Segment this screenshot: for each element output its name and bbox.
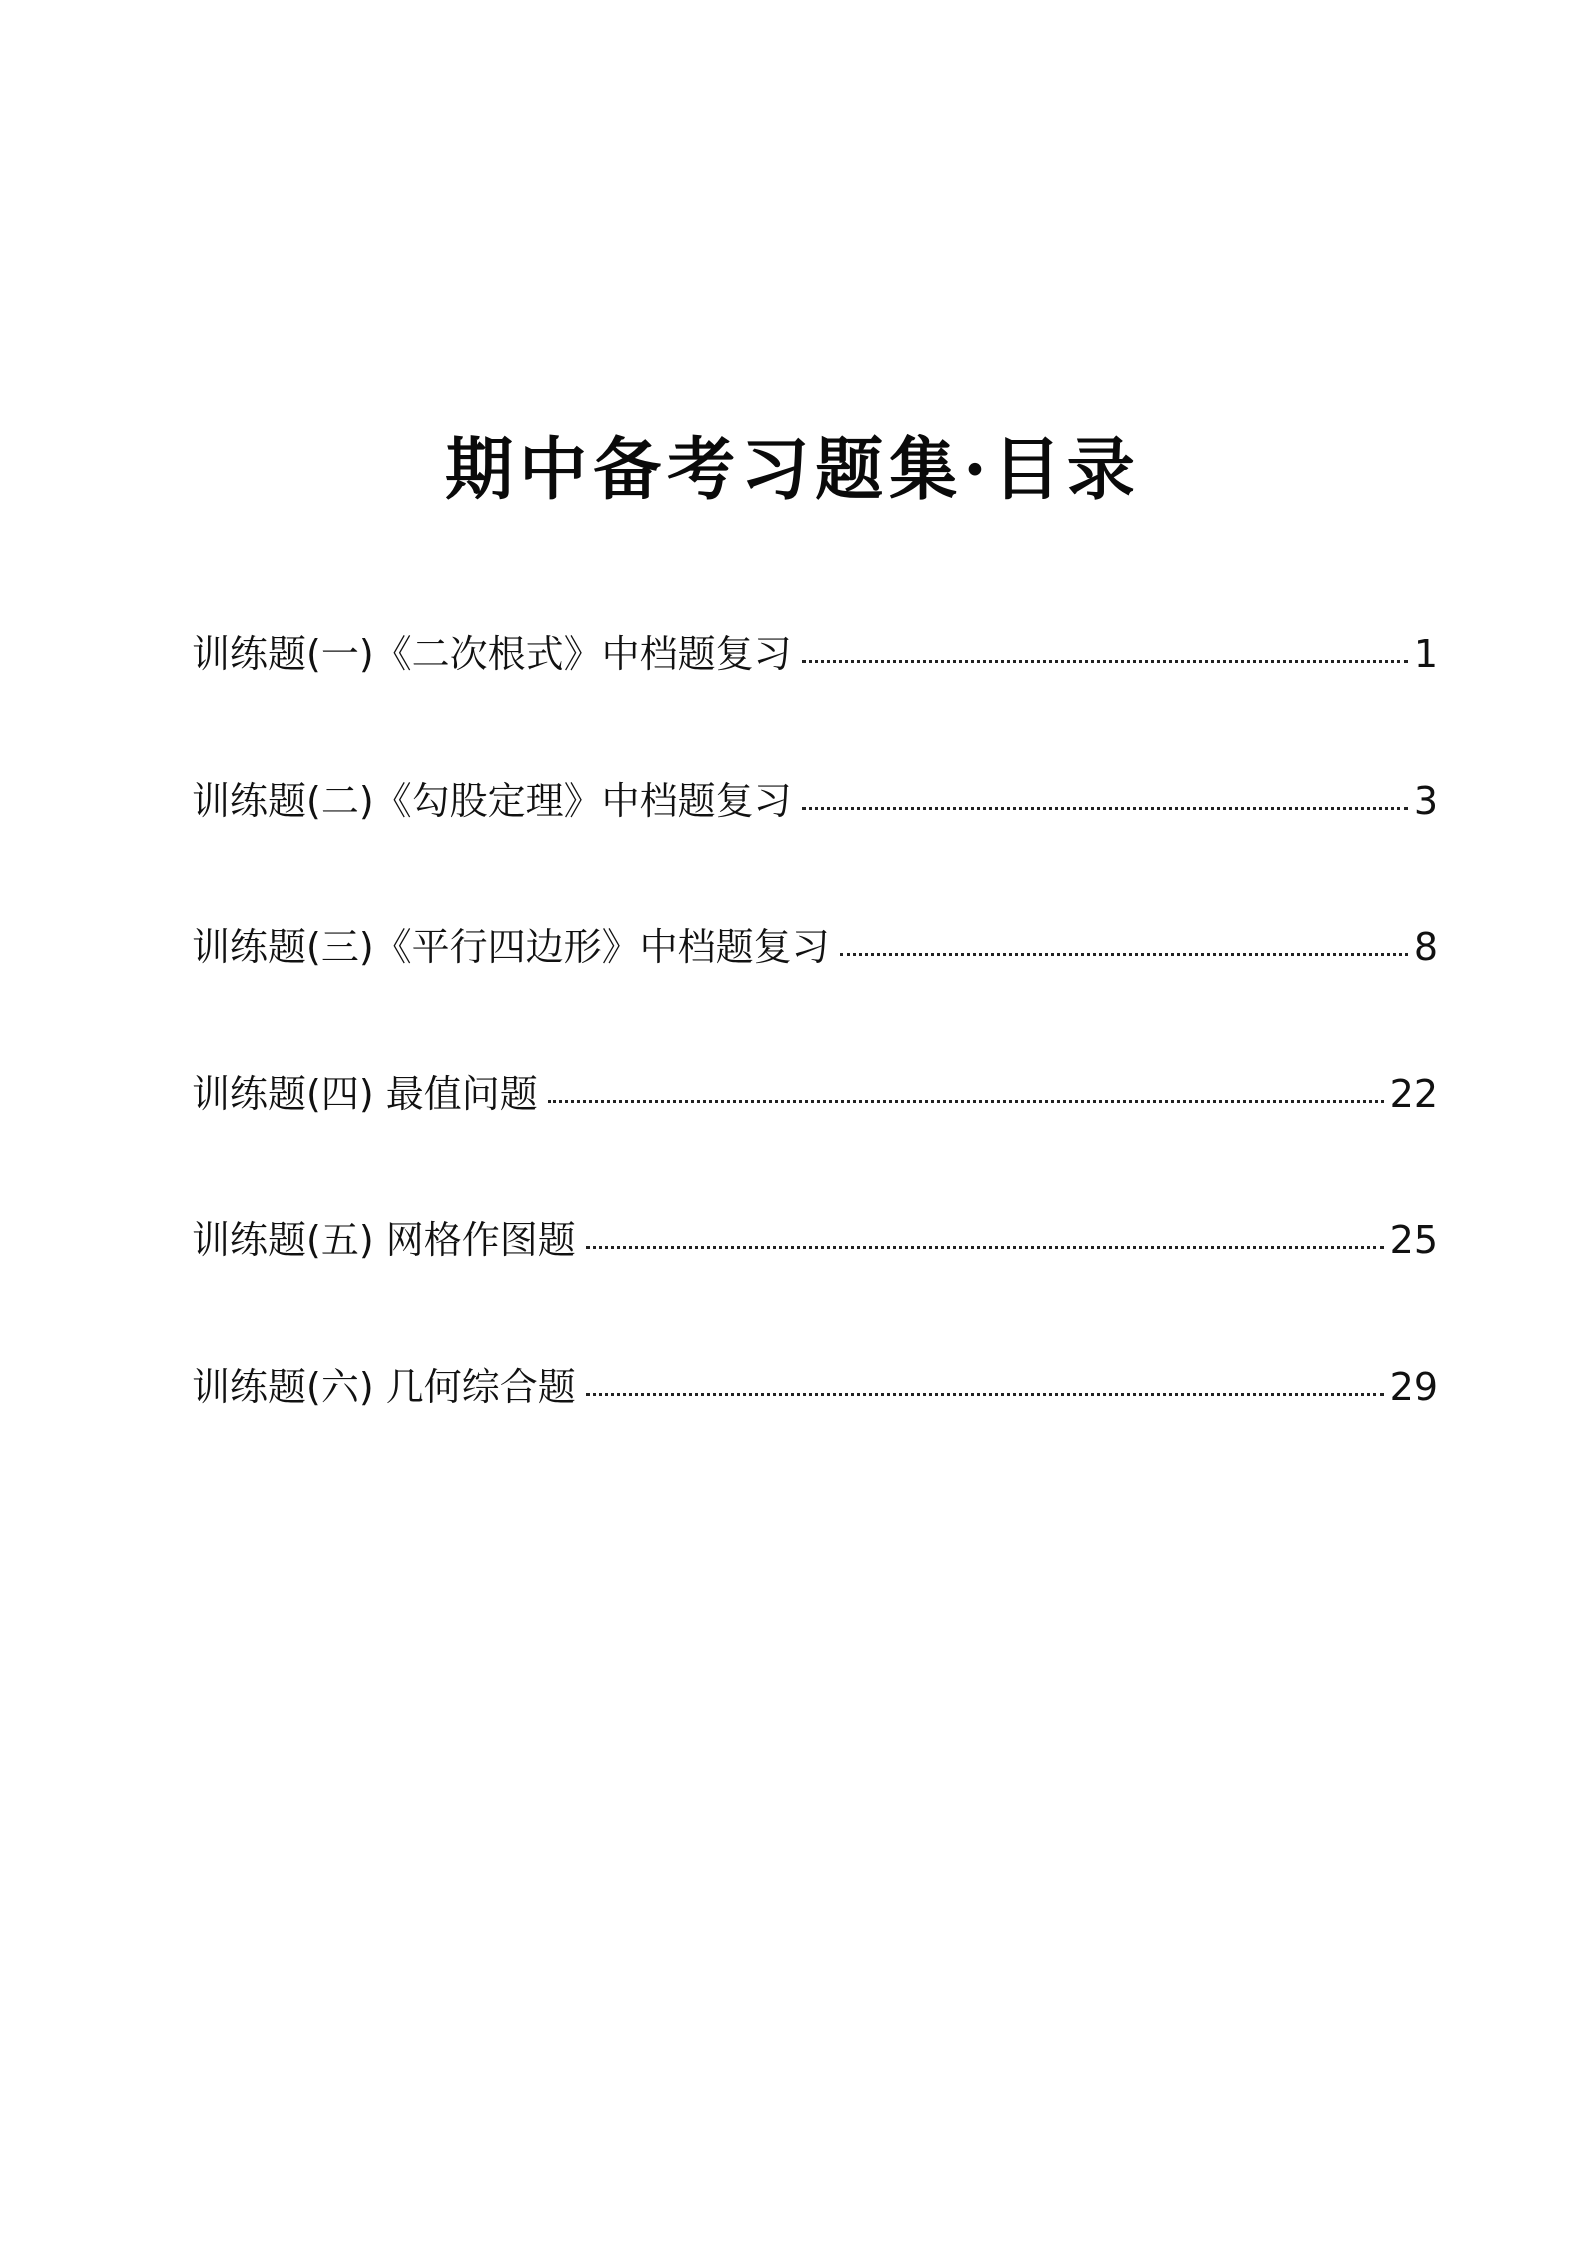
toc-entry[interactable]: [192, 1211, 1438, 1358]
page-title: 期中备考习题集·目录: [445, 430, 1141, 510]
dot-leader: [802, 807, 1408, 810]
toc-entry[interactable]: [192, 772, 1438, 919]
toc-page-number: 8: [1413, 925, 1438, 969]
toc-entry-label: 训练题(六) 几何综合题: [192, 1364, 576, 1409]
toc-page-number: 1: [1413, 632, 1438, 676]
dot-leader: [802, 660, 1408, 663]
toc-entry-label: 训练题(一)《二次根式》中档题复习: [192, 632, 792, 676]
dot-leader: [840, 953, 1408, 956]
toc-entry-label: 训练题(三)《平行四边形》中档题复习: [192, 925, 830, 969]
toc-entry[interactable]: [192, 625, 1438, 772]
dot-leader: [586, 1393, 1384, 1396]
table-of-contents: [192, 625, 1438, 1504]
toc-entry[interactable]: [192, 918, 1438, 1065]
toc-entry[interactable]: [192, 1358, 1438, 1505]
toc-page-number: 22: [1389, 1071, 1438, 1116]
toc-page-number: 25: [1389, 1218, 1438, 1262]
toc-entry-label: 训练题(四) 最值问题: [192, 1071, 538, 1116]
dot-leader: [548, 1100, 1384, 1103]
toc-page-number: 29: [1389, 1364, 1438, 1409]
dot-leader: [586, 1246, 1384, 1249]
toc-entry-label: 训练题(二)《勾股定理》中档题复习: [192, 778, 792, 823]
toc-page-number: 3: [1413, 778, 1438, 823]
toc-entry-label: 训练题(五) 网格作图题: [192, 1218, 576, 1262]
toc-entry[interactable]: [192, 1065, 1438, 1212]
